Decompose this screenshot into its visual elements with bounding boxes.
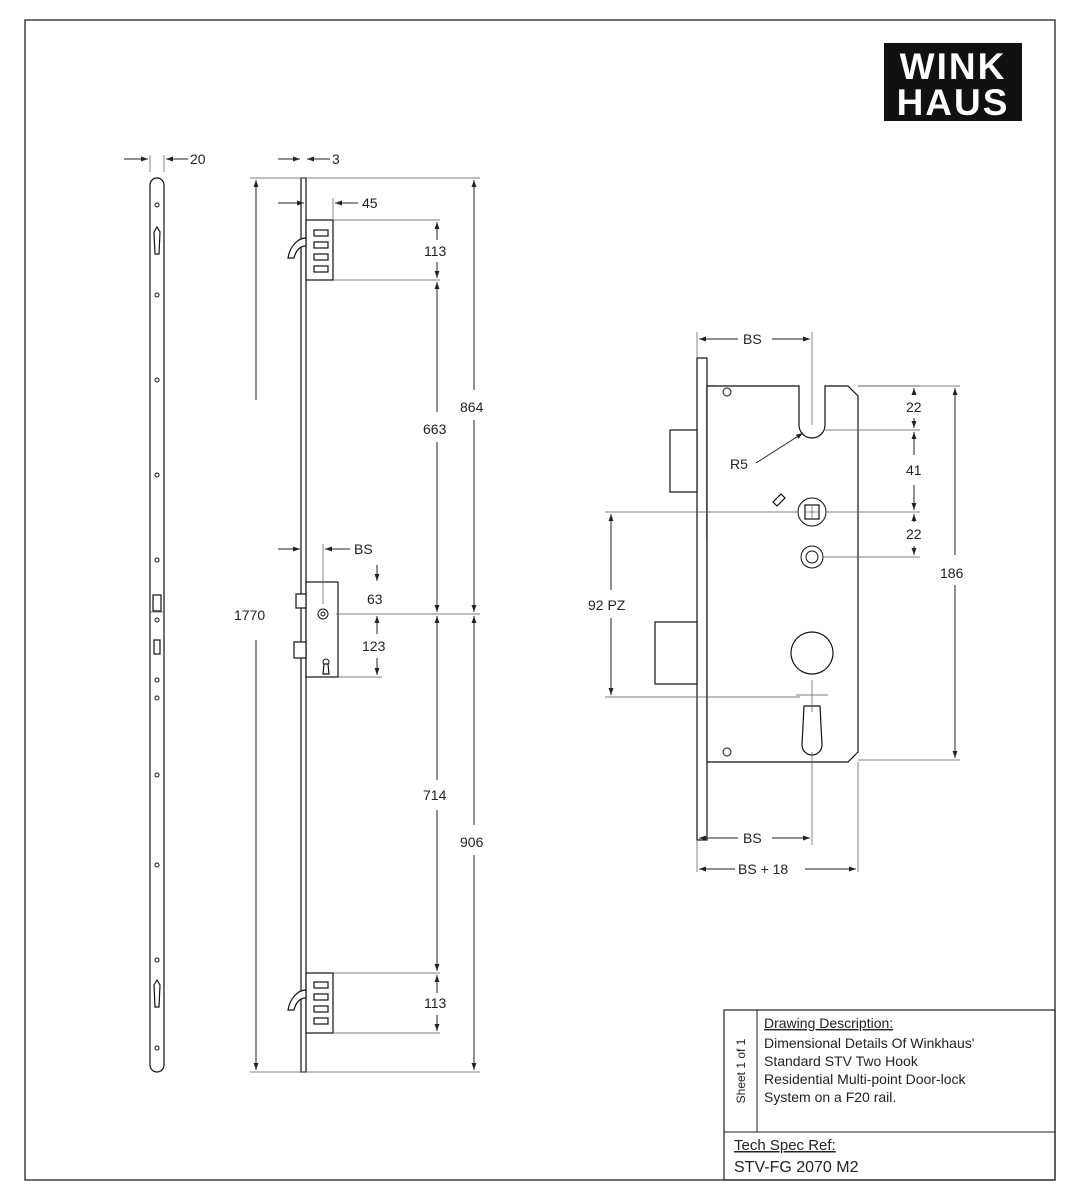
front-view-dimensions	[234, 151, 484, 1072]
front-view-rail	[288, 178, 338, 1072]
detail-41-label: 41	[906, 462, 922, 478]
center-to-bottom-hook-label: 714	[423, 787, 447, 803]
detail-height-label: 186	[940, 565, 964, 581]
detail-22-bottom-label: 22	[906, 526, 922, 542]
winkhaus-logo	[884, 43, 1022, 123]
description-line-3: Residential Multi-point Door-lock	[764, 1071, 966, 1087]
side-view-rail	[150, 178, 164, 1072]
front-thickness-label: 3	[332, 151, 340, 167]
bottom-total-label: 906	[460, 834, 484, 850]
follower-to-rail-label: 63	[367, 591, 383, 607]
detail-top-bs-label: BS	[743, 331, 762, 347]
description-line-4: System on a F20 rail.	[764, 1089, 897, 1105]
detail-22-top-label: 22	[906, 399, 922, 415]
detail-radius-label: R5	[730, 456, 748, 472]
front-backset-label: BS	[354, 541, 373, 557]
detail-bottom-bs-label: BS	[743, 830, 762, 846]
description-heading: Drawing Description:	[764, 1015, 894, 1031]
detail-bs-plus-label: BS + 18	[738, 861, 789, 877]
logo-line2: HAUS	[896, 82, 1010, 123]
description-line-1: Dimensional Details Of Winkhaus'	[764, 1035, 975, 1051]
description-line-2: Standard STV Two Hook	[764, 1053, 918, 1069]
bottom-hook-height-label: 113	[424, 995, 447, 1011]
side-width-label: 20	[190, 151, 206, 167]
top-to-center-label: 663	[423, 421, 447, 437]
detail-pz-label: 92 PZ	[588, 597, 626, 613]
title-block	[724, 1010, 1055, 1180]
top-total-label: 864	[460, 399, 484, 415]
drawing-border	[25, 20, 1055, 1180]
top-hook-height-label: 113	[424, 243, 447, 259]
logo-line1: WINK	[899, 46, 1007, 87]
side-width-dimension	[124, 151, 206, 172]
overall-length-label: 1770	[234, 607, 266, 623]
hook-offset-label: 45	[362, 195, 378, 211]
sheet-number: Sheet 1 of 1	[734, 1038, 748, 1104]
tech-spec-heading: Tech Spec Ref:	[734, 1137, 836, 1154]
tech-spec-value: STV-FG 2070 M2	[734, 1159, 859, 1176]
follower-to-cylinder-label: 123	[362, 638, 386, 654]
